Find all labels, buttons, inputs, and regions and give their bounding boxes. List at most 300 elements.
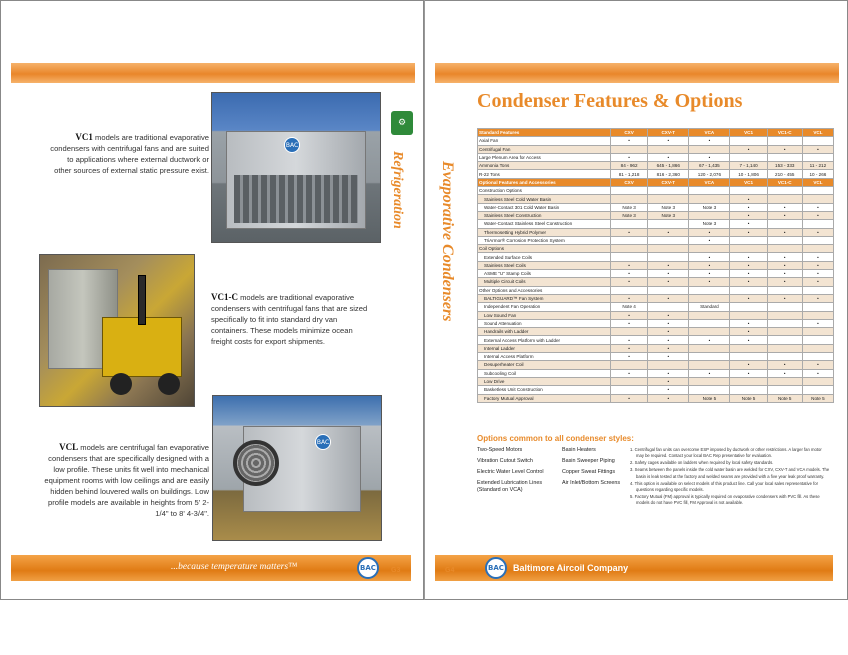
column-header: CXV <box>611 178 648 186</box>
footnote: 4. This option is available on select models of this product line. Call your local sales representative for questions regarding specific models. <box>630 480 818 492</box>
feature-cell: • <box>802 319 833 327</box>
table-row <box>478 220 834 228</box>
feature-cell <box>648 220 689 228</box>
feature-label: External Access Platform with Ladder <box>478 336 611 344</box>
table-row <box>478 211 834 219</box>
feature-cell <box>802 311 833 319</box>
feature-cell: 645 - 1,866 <box>648 162 689 170</box>
feature-cell <box>730 153 767 161</box>
table-row <box>478 137 834 145</box>
common-option: Air Inlet/Bottom Screens <box>562 480 621 486</box>
feature-cell <box>767 336 802 344</box>
feature-label: Independent Fan Operation <box>478 303 611 311</box>
company-name: Baltimore Aircoil Company <box>513 563 629 573</box>
feature-cell <box>648 253 689 261</box>
feature-cell <box>611 245 648 253</box>
feature-cell: • <box>802 253 833 261</box>
feature-label: Water-Contact 301 Cold Water Basin <box>478 203 611 211</box>
feature-cell: Note 5 <box>689 394 730 402</box>
feature-cell: • <box>767 361 802 369</box>
feature-cell: • <box>648 328 689 336</box>
table-row <box>478 145 834 153</box>
feature-cell <box>767 137 802 145</box>
feature-cell: Note 3 <box>648 211 689 219</box>
feature-label: Low Sound Fan <box>478 311 611 319</box>
vcl-description <box>39 442 209 519</box>
standard-features-header: Standard Features <box>478 129 611 137</box>
feature-cell <box>611 377 648 385</box>
feature-cell <box>802 137 833 145</box>
feature-cell: • <box>730 294 767 302</box>
feature-cell: 84 - 962 <box>611 162 648 170</box>
table-row <box>478 278 834 286</box>
feature-cell <box>648 303 689 311</box>
feature-cell <box>802 336 833 344</box>
feature-cell: • <box>648 319 689 327</box>
feature-cell: • <box>648 278 689 286</box>
feature-label: Sound Attenuation <box>478 319 611 327</box>
forklift-wheel <box>158 373 180 395</box>
feature-cell: • <box>611 369 648 377</box>
feature-cell <box>648 236 689 244</box>
model-name: VC1 <box>75 132 93 142</box>
feature-label: TriArmor® Corrosion Protection System <box>478 236 611 244</box>
feature-cell <box>767 377 802 385</box>
feature-cell: • <box>730 203 767 211</box>
forklift-wheel <box>110 373 132 395</box>
feature-cell: • <box>611 137 648 145</box>
feature-cell <box>611 361 648 369</box>
fan-housing <box>233 440 279 486</box>
feature-cell: • <box>730 336 767 344</box>
table-row <box>478 294 834 302</box>
feature-cell <box>730 286 767 294</box>
feature-cell: • <box>802 361 833 369</box>
feature-cell: • <box>767 294 802 302</box>
feature-cell: • <box>648 270 689 278</box>
feature-cell <box>689 245 730 253</box>
feature-cell: Note 5 <box>767 394 802 402</box>
feature-cell: • <box>730 361 767 369</box>
feature-cell <box>611 220 648 228</box>
feature-cell: • <box>648 153 689 161</box>
feature-cell: • <box>611 153 648 161</box>
table-row <box>478 170 834 178</box>
feature-label: Stainless Steel Coils <box>478 261 611 269</box>
feature-cell <box>689 311 730 319</box>
feature-cell: 81 - 1,218 <box>611 170 648 178</box>
feature-cell: • <box>648 353 689 361</box>
feature-cell: Note 3 <box>648 203 689 211</box>
feature-cell <box>689 328 730 336</box>
feature-cell: Note 3 <box>611 211 648 219</box>
feature-cell <box>689 211 730 219</box>
feature-cell: Note 5 <box>730 394 767 402</box>
feature-cell: Note 3 <box>611 203 648 211</box>
feature-cell <box>611 328 648 336</box>
description-text: models are traditional evaporative condensers with centrifugal fans and are suited to applications where external ductwork or other sources of external static pressure exist. <box>50 133 209 175</box>
feature-cell <box>767 386 802 394</box>
bac-logo-icon: BAC <box>357 557 379 579</box>
table-row <box>478 203 834 211</box>
feature-cell: • <box>767 278 802 286</box>
feature-cell: • <box>730 278 767 286</box>
common-option: Two-Speed Motors <box>477 447 523 453</box>
feature-cell: 67 - 1,435 <box>689 162 730 170</box>
feature-cell <box>689 319 730 327</box>
column-header: VCA <box>689 129 730 137</box>
table-row <box>478 228 834 236</box>
feature-cell: • <box>648 311 689 319</box>
table-row <box>478 270 834 278</box>
feature-label: Coil Options <box>478 245 611 253</box>
feature-cell <box>730 236 767 244</box>
feature-cell <box>689 386 730 394</box>
feature-label: Internal Ladder <box>478 344 611 352</box>
feature-cell: • <box>611 294 648 302</box>
common-option: Electric Water Level Control <box>477 469 544 475</box>
common-option: Vibration Cutout Switch <box>477 458 533 464</box>
column-header: VCA <box>689 178 730 186</box>
feature-cell: • <box>767 270 802 278</box>
feature-cell: • <box>648 394 689 402</box>
model-name: VC1-C <box>211 292 238 302</box>
feature-cell: 10 - 1,806 <box>730 170 767 178</box>
table-row <box>478 394 834 402</box>
feature-cell <box>689 361 730 369</box>
optional-header-row <box>478 178 834 186</box>
feature-cell: • <box>648 137 689 145</box>
feature-cell: • <box>802 270 833 278</box>
feature-cell <box>730 344 767 352</box>
column-header: VC1 <box>730 178 767 186</box>
column-header: VC1 <box>730 129 767 137</box>
description-text: models are centrifugal fan evaporative condensers that are specifically designed with a low profile. These units fit well into mechanical equipment rooms with low ceilings and are easily hidden behind louvered walls on buildings. Low profile models are available in heights from 5' 2-1/4" to 8' 4-3/4". <box>44 443 209 518</box>
feature-cell: • <box>802 278 833 286</box>
feature-cell: • <box>648 344 689 352</box>
feature-cell <box>802 153 833 161</box>
feature-cell: • <box>648 336 689 344</box>
feature-cell <box>802 245 833 253</box>
feature-cell <box>611 195 648 203</box>
feature-cell <box>802 328 833 336</box>
feature-label: R-22 Tons <box>478 170 611 178</box>
feature-cell <box>730 353 767 361</box>
feature-cell <box>689 377 730 385</box>
feature-cell: • <box>611 261 648 269</box>
table-row <box>478 236 834 244</box>
common-options-title: Options common to all condenser styles: <box>477 434 634 443</box>
feature-cell: • <box>648 294 689 302</box>
bac-badge-icon: BAC <box>284 137 300 153</box>
feature-cell: Note 3 <box>689 203 730 211</box>
feature-cell: Note 4 <box>611 303 648 311</box>
feature-cell: 7 - 1,140 <box>730 162 767 170</box>
feature-label: Basketless Unit Construction <box>478 386 611 394</box>
section-title-refrigeration: Refrigeration <box>390 151 405 229</box>
feature-cell <box>767 220 802 228</box>
table-row <box>478 377 834 385</box>
feature-label: Construction Options <box>478 187 611 195</box>
feature-label: Extended Surface Coils <box>478 253 611 261</box>
feature-cell: 11 - 212 <box>802 162 833 170</box>
feature-label: Axial Fan <box>478 137 611 145</box>
feature-cell <box>767 311 802 319</box>
feature-cell: • <box>611 319 648 327</box>
footnotes <box>630 447 830 507</box>
bac-logo-icon: BAC <box>485 557 507 579</box>
feature-cell: • <box>611 270 648 278</box>
feature-cell: Note 5 <box>802 394 833 402</box>
feature-cell: • <box>689 369 730 377</box>
feature-cell: • <box>689 137 730 145</box>
feature-cell: 120 - 2,076 <box>689 170 730 178</box>
feature-cell: • <box>802 211 833 219</box>
feature-cell <box>802 286 833 294</box>
feature-label: Thermosetting Hybrid Polymer <box>478 228 611 236</box>
feature-cell <box>767 328 802 336</box>
feature-cell <box>648 145 689 153</box>
feature-cell <box>648 286 689 294</box>
feature-cell <box>767 195 802 203</box>
feature-cell: • <box>802 261 833 269</box>
feature-cell <box>730 187 767 195</box>
feature-cell: • <box>767 369 802 377</box>
feature-cell <box>802 344 833 352</box>
feature-cell <box>767 353 802 361</box>
table-row <box>478 319 834 327</box>
feature-cell: • <box>689 270 730 278</box>
page-number: G4 <box>445 567 455 574</box>
feature-cell: • <box>767 261 802 269</box>
feature-cell: • <box>648 369 689 377</box>
feature-cell <box>689 294 730 302</box>
column-header: CXV-T <box>648 129 689 137</box>
feature-label: Centrifugal Fan <box>478 145 611 153</box>
fan-louvers <box>234 175 358 223</box>
feature-cell: • <box>689 236 730 244</box>
footnote: 2. Safety cages available on ladders when required by local safety standards. <box>630 460 774 466</box>
feature-cell: • <box>767 211 802 219</box>
feature-cell: • <box>802 369 833 377</box>
feature-cell: • <box>767 253 802 261</box>
feature-cell <box>730 245 767 253</box>
feature-label: Other Options and Accessories <box>478 286 611 294</box>
table-row <box>478 153 834 161</box>
left-page <box>0 0 424 600</box>
table-row <box>478 369 834 377</box>
feature-cell <box>611 386 648 394</box>
vcl-product-photo <box>212 395 382 541</box>
feature-cell: Note 3 <box>689 220 730 228</box>
feature-cell <box>802 303 833 311</box>
tagline: ...because temperature matters™ <box>171 562 298 572</box>
feature-cell <box>767 187 802 195</box>
feature-cell: • <box>730 261 767 269</box>
feature-cell <box>802 187 833 195</box>
feature-cell <box>611 145 648 153</box>
vc1-product-photo <box>211 92 381 243</box>
features-table <box>477 128 834 403</box>
table-row <box>478 162 834 170</box>
vc1c-product-photo <box>39 254 195 407</box>
feature-cell <box>689 187 730 195</box>
optional-features-header: Optional Features and Accessories <box>478 178 611 186</box>
table-row <box>478 261 834 269</box>
feature-cell: • <box>730 228 767 236</box>
feature-cell <box>767 153 802 161</box>
feature-cell <box>802 195 833 203</box>
common-option: Extended Lubrication Lines (Standard on VCA) <box>477 480 543 493</box>
feature-cell: Standard <box>689 303 730 311</box>
feature-cell <box>767 319 802 327</box>
column-header: VC1-C <box>767 178 802 186</box>
feature-label: ASME "U" Stamp Coils <box>478 270 611 278</box>
model-name: VCL <box>59 442 79 452</box>
feature-cell: 153 - 333 <box>767 162 802 170</box>
feature-label: Factory Mutual Approval <box>478 394 611 402</box>
table-row <box>478 187 834 195</box>
optional-features-body <box>478 187 834 403</box>
forklift-mast <box>138 275 146 325</box>
feature-cell: • <box>611 336 648 344</box>
feature-cell: 10 - 266 <box>802 170 833 178</box>
feature-cell: • <box>730 220 767 228</box>
feature-cell: • <box>611 278 648 286</box>
feature-label: Ammonia Tons <box>478 162 611 170</box>
feature-cell: • <box>730 253 767 261</box>
feature-cell: • <box>767 145 802 153</box>
bac-badge-icon: BAC <box>315 434 331 450</box>
feature-cell <box>648 187 689 195</box>
feature-cell: • <box>802 145 833 153</box>
feature-cell: • <box>611 344 648 352</box>
feature-cell: • <box>767 203 802 211</box>
feature-cell: • <box>730 145 767 153</box>
feature-cell <box>648 195 689 203</box>
table-row <box>478 361 834 369</box>
feature-cell <box>767 245 802 253</box>
feature-label: Large Plenum Area for Access <box>478 153 611 161</box>
feature-cell <box>802 377 833 385</box>
table-row <box>478 195 834 203</box>
page-number: G3 <box>391 567 401 574</box>
feature-cell <box>730 386 767 394</box>
feature-cell <box>689 145 730 153</box>
feature-label: Handrails with Ladder <box>478 328 611 336</box>
feature-cell: • <box>802 294 833 302</box>
table-row <box>478 303 834 311</box>
footnote: 3. Seams between the panels inside the cold water basin are welded for CXV, CXV-T and VCA models. The basin is leak tested at the factory and welded seams are provided with a five year leak proof warranty. <box>630 467 830 479</box>
column-header: CXV-T <box>648 178 689 186</box>
table-row <box>478 311 834 319</box>
feature-label: Water-Contact Stainless Steel Construction <box>478 220 611 228</box>
feature-cell <box>730 137 767 145</box>
table-row <box>478 353 834 361</box>
footnote: 1. Centrifugal fan units can overcome ESP imposed by ductwork or other restrictions. A larger fan motor may be required. Contact your local BAC Rep presentative for evaluation. <box>630 447 822 459</box>
feature-label: Internal Access Platform <box>478 353 611 361</box>
feature-cell: 210 - 455 <box>767 170 802 178</box>
feature-cell: • <box>689 278 730 286</box>
feature-cell: • <box>802 228 833 236</box>
feature-cell <box>767 344 802 352</box>
common-option: Basin Sweeper Piping <box>562 458 615 464</box>
column-header: VCL <box>802 178 833 186</box>
feature-cell: • <box>648 386 689 394</box>
feature-cell <box>802 386 833 394</box>
feature-label: Desuperheater Coil <box>478 361 611 369</box>
feature-cell <box>689 195 730 203</box>
standard-header-row <box>478 129 834 137</box>
feature-cell <box>611 286 648 294</box>
top-orange-band <box>11 63 415 83</box>
column-header: VCL <box>802 129 833 137</box>
table-row <box>478 336 834 344</box>
feature-cell <box>689 286 730 294</box>
standard-features-body <box>478 137 834 178</box>
feature-cell: • <box>611 311 648 319</box>
feature-cell <box>611 236 648 244</box>
feature-cell <box>648 361 689 369</box>
feature-label: Multiple Circuit Coils <box>478 278 611 286</box>
feature-cell: • <box>689 253 730 261</box>
feature-cell: • <box>689 153 730 161</box>
feature-cell <box>611 187 648 195</box>
footnote: 5. Factory Mutual (FM) approval is typically required on evaporative condensers with PVC fill. As these models do not have PVC fill, FM Approval is not available. <box>630 493 820 506</box>
feature-cell: • <box>648 228 689 236</box>
feature-label: Stainless Steel Cold Water Basin <box>478 195 611 203</box>
feature-cell: • <box>730 369 767 377</box>
table-row <box>478 386 834 394</box>
feature-cell: • <box>689 228 730 236</box>
feature-cell: • <box>611 353 648 361</box>
feature-cell <box>802 236 833 244</box>
column-header: CXV <box>611 129 648 137</box>
feature-cell: • <box>611 394 648 402</box>
right-page <box>425 0 848 600</box>
feature-cell <box>767 303 802 311</box>
feature-cell <box>648 245 689 253</box>
feature-cell <box>689 353 730 361</box>
table-row <box>478 286 834 294</box>
feature-cell <box>730 311 767 319</box>
feature-cell <box>689 344 730 352</box>
feature-label: BALTIGUARD™ Fan System <box>478 294 611 302</box>
vc1-description <box>49 132 209 176</box>
feature-label: Stainless Steel Construction <box>478 211 611 219</box>
feature-cell: • <box>689 336 730 344</box>
feature-cell: • <box>730 211 767 219</box>
feature-cell: • <box>611 228 648 236</box>
feature-cell: • <box>730 195 767 203</box>
table-row <box>478 253 834 261</box>
feature-cell <box>767 236 802 244</box>
table-row <box>478 245 834 253</box>
common-option: Copper Sweat Fittings <box>562 469 616 475</box>
feature-cell <box>730 377 767 385</box>
feature-cell <box>802 220 833 228</box>
section-title-evaporative-condensers: Evaporative Condensers <box>439 161 456 322</box>
feature-cell: • <box>730 270 767 278</box>
top-orange-band <box>435 63 839 83</box>
feature-cell <box>802 353 833 361</box>
refrigeration-section-icon: ⚙ <box>391 111 413 135</box>
feature-cell: • <box>802 203 833 211</box>
table-row <box>478 328 834 336</box>
feature-cell <box>730 303 767 311</box>
feature-cell: • <box>730 319 767 327</box>
column-header: VC1-C <box>767 129 802 137</box>
